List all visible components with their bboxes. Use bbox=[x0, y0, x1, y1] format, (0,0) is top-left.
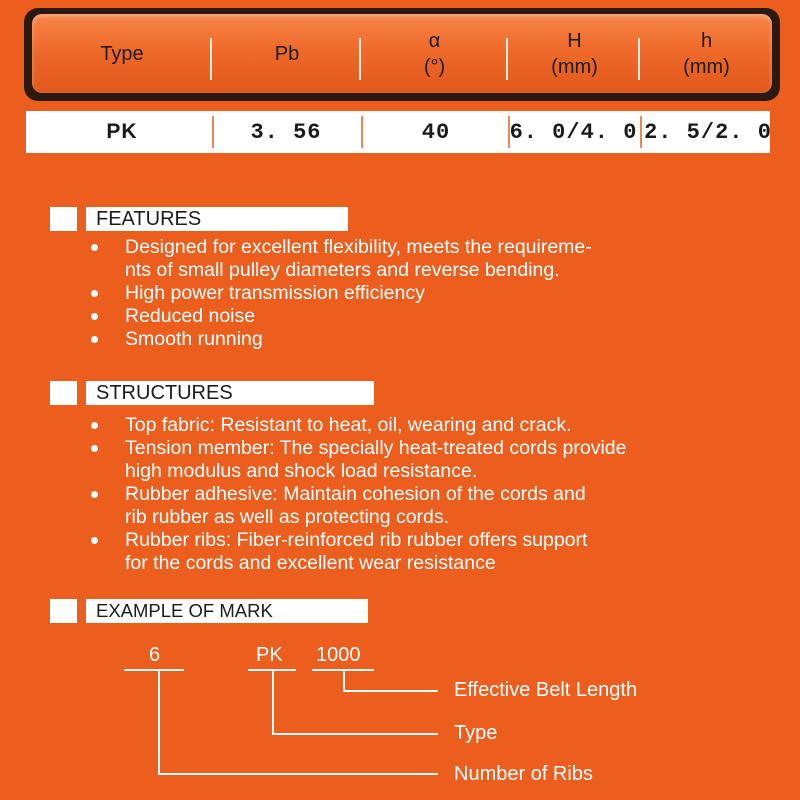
cell-h-upper: 6. 0/4. 0 bbox=[509, 119, 638, 145]
header-alpha bbox=[372, 14, 497, 93]
list-item-text: Top fabric: Resistant to heat, oil, wearing and crack. bbox=[125, 414, 572, 436]
mark-code-type: PK bbox=[256, 644, 283, 666]
list-item-text: rib rubber as well as protecting cords. bbox=[125, 506, 450, 528]
list-item bbox=[88, 437, 778, 483]
row-divider bbox=[212, 116, 214, 148]
cell-alpha: 40 bbox=[421, 119, 451, 145]
spec-table-header bbox=[24, 8, 780, 101]
underline-ribs bbox=[124, 669, 184, 671]
heading-square bbox=[50, 207, 77, 231]
list-item-text: Rubber ribs: Fiber-reinforced rib rubber offers support bbox=[125, 529, 588, 551]
connector-ribs-horizontal bbox=[158, 773, 438, 775]
list-item-text: nts of small pulley diameters and reverse bending. bbox=[125, 259, 560, 281]
cell-h-lower: 2. 5/2. 0 bbox=[644, 119, 772, 145]
header-label: H bbox=[567, 29, 582, 52]
connector-type-horizontal bbox=[272, 733, 438, 735]
list-item-text: Reduced noise bbox=[125, 305, 256, 327]
list-item-text: Tension member: The specially heat-treated cords provide bbox=[125, 437, 627, 459]
mark-code-ribs: 6 bbox=[149, 644, 161, 666]
mark-label-ribs: Number of Ribs bbox=[454, 763, 593, 785]
row-divider bbox=[361, 116, 363, 148]
list-item bbox=[88, 236, 778, 282]
structures-title: STRUCTURES bbox=[86, 381, 374, 405]
connector-length-vertical bbox=[343, 669, 345, 692]
features-title: FEATURES bbox=[86, 207, 348, 231]
spec-table-row bbox=[26, 111, 770, 153]
header-unit: (mm) bbox=[683, 55, 730, 78]
mark-label-length: Effective Belt Length bbox=[454, 679, 638, 701]
list-item-text: high modulus and shock load resistance. bbox=[125, 460, 478, 482]
header-label: α bbox=[428, 29, 441, 52]
heading-square bbox=[50, 599, 77, 623]
header-unit: (mm) bbox=[551, 55, 598, 78]
header-divider bbox=[506, 38, 508, 80]
mark-label-type: Type bbox=[454, 722, 498, 744]
list-item bbox=[88, 483, 778, 529]
mark-code-length: 1000 bbox=[316, 644, 361, 666]
header-type bbox=[62, 14, 182, 93]
header-unit: (°) bbox=[423, 55, 446, 78]
connector-type-vertical bbox=[272, 669, 274, 735]
heading-square bbox=[50, 381, 77, 405]
spec-table-header-bar bbox=[32, 14, 772, 93]
list-item-text: Smooth running bbox=[125, 328, 263, 350]
header-divider bbox=[638, 38, 640, 80]
header-pb bbox=[227, 14, 347, 93]
list-item bbox=[88, 328, 778, 351]
header-label: Type bbox=[100, 42, 144, 65]
features-list bbox=[88, 236, 778, 351]
header-divider bbox=[359, 38, 361, 80]
list-item-text: Rubber adhesive: Maintain cohesion of the cords and bbox=[125, 483, 586, 505]
list-item-text: for the cords and excellent wear resistance bbox=[125, 552, 496, 574]
list-item bbox=[88, 529, 778, 575]
list-item bbox=[88, 414, 778, 437]
header-label: h bbox=[700, 29, 713, 52]
list-item-text: High power transmission efficiency bbox=[125, 282, 425, 304]
example-title: EXAMPLE OF MARK bbox=[86, 599, 368, 623]
list-item bbox=[88, 282, 778, 305]
connector-length-horizontal bbox=[343, 690, 438, 692]
header-h-upper bbox=[512, 14, 637, 93]
connector-ribs-vertical bbox=[158, 669, 160, 775]
header-divider bbox=[210, 38, 212, 80]
header-h-lower bbox=[644, 14, 769, 93]
list-item bbox=[88, 305, 778, 328]
cell-pb: 3. 56 bbox=[250, 119, 322, 145]
cell-type: PK bbox=[106, 120, 138, 143]
header-label: Pb bbox=[274, 42, 300, 65]
structures-list bbox=[88, 414, 778, 575]
list-item-text: Designed for excellent flexibility, meets the requireme- bbox=[125, 236, 592, 258]
